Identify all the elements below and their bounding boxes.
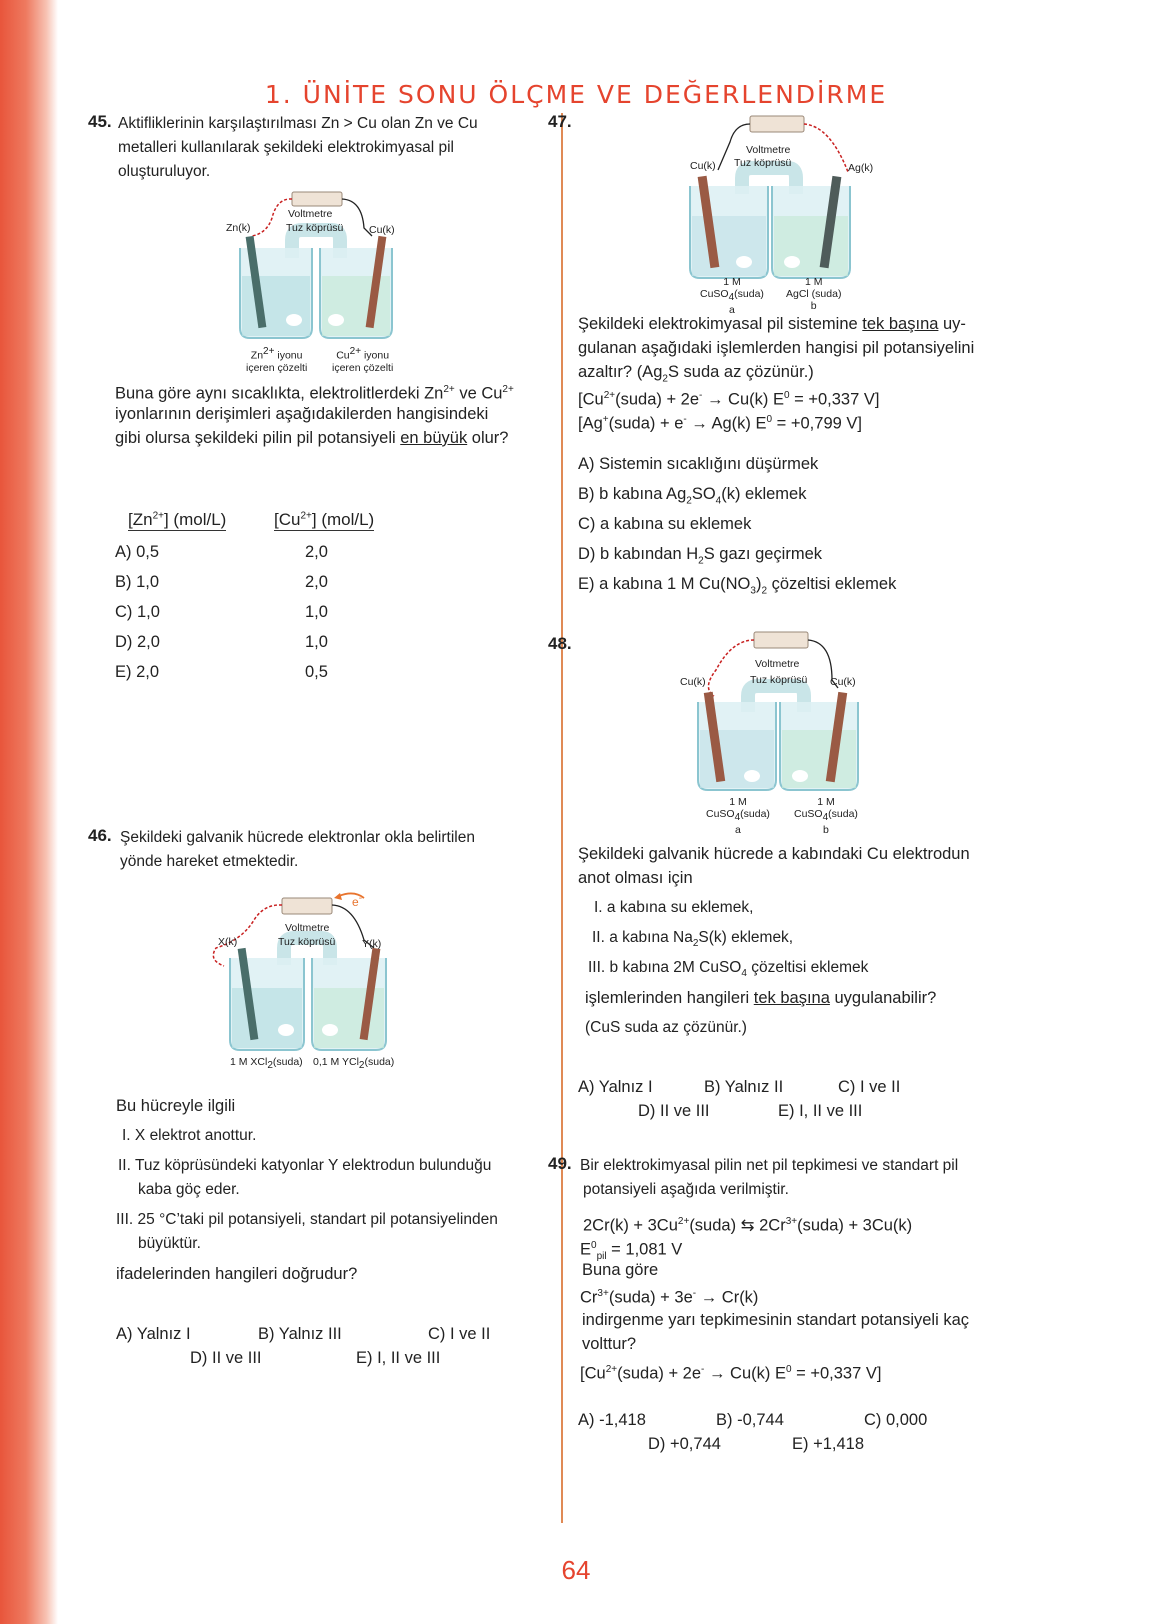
q47-right-electrode-label: Ag(k)	[848, 162, 874, 174]
q49-net-reaction: $2Cr(k) + 3Cu^{2+}(suda)$ ⇆ $2Cr^{3+}(suda) + 3Cu(k)$	[583, 1216, 913, 1235]
q48-question-line-2: anot olması için	[578, 869, 693, 887]
q46-statement-2a: II. Tuz köprüsündeki katyonlar Y elektrodun bulunduğu	[118, 1157, 492, 1174]
voltmeter-icon	[292, 192, 342, 206]
q47-option-d[interactable]: D) b kabından $H_2S$ gazı geçirmek	[578, 545, 823, 567]
q46-salt-bridge-label: Tuz köprüsü	[278, 936, 336, 948]
q49-option-d[interactable]: D) +0,744	[648, 1435, 721, 1453]
page-number: 64	[561, 1555, 591, 1585]
q45-question-line-3: gibi olursa şekildeki pilin pil potansiyeli en büyük olur?	[115, 429, 509, 447]
q46-option-c[interactable]: C) I ve II	[428, 1325, 491, 1343]
q47-solution-b-label: 1 M AgCl (suda) b	[786, 276, 842, 312]
q49-cell-potential: $E^0_{pil} = 1,081$ V	[580, 1240, 683, 1262]
q47-galvanic-cell-figure	[680, 112, 880, 288]
q45-cu-column-header: $[Cu^{2+}]$ (mol/L)	[274, 510, 375, 529]
question-48-number: 48.	[548, 634, 572, 653]
q48-solution-b-label: 1 M CuSO$_4$(suda) b	[794, 796, 858, 837]
q45-zn-column-header: $[Zn^{2+}]$ (mol/L)	[128, 510, 227, 529]
q45-left-electrode-label: Zn(k)	[226, 222, 251, 234]
page-title: 1. ÜNİTE SONU ÖLÇME VE DEĞERLENDİRME	[264, 80, 888, 109]
q45-voltmeter-label: Voltmetre	[288, 208, 333, 220]
voltmeter-icon	[282, 898, 332, 914]
q47-question-line-2: gulanan aşağıdaki işlemlerden hangisi pil potansiyelini	[578, 339, 975, 357]
q45-option-c[interactable]: C) 1,0	[115, 603, 160, 621]
equilibrium-arrows-icon: ⇆	[736, 1216, 755, 1235]
voltmeter-icon	[754, 632, 808, 648]
q48-salt-bridge-label: Tuz köprüsü	[750, 674, 808, 686]
q46-left-electrode-label: X(k)	[218, 936, 238, 948]
q48-question-line-3: işlemlerinden hangileri tek başına uygulanabilir?	[585, 989, 937, 1007]
q45-question-line-2: iyonlarının derişimleri aşağıdakilerden hangisindeki	[115, 405, 489, 423]
q46-voltmeter-label: Voltmetre	[285, 922, 330, 934]
page-edge-stripe	[0, 0, 58, 1624]
question-45-number: 45.	[88, 112, 112, 131]
q46-option-b[interactable]: B) Yalnız III	[258, 1325, 342, 1343]
q45-left-solution-label: $Zn^{2+}$ iyonu içeren çözelti	[246, 346, 308, 374]
q46-statement-2b: kaba göç eder.	[138, 1181, 240, 1198]
q47-option-b[interactable]: B) b kabına $Ag_2SO_4(k)$ eklemek	[578, 485, 807, 507]
q48-question-line-1: Şekildeki galvanik hücrede a kabındaki Cu elektrodun	[578, 845, 970, 863]
q48-left-electrode-label: Cu(k)	[680, 676, 706, 688]
q48-voltmeter-label: Voltmetre	[755, 658, 800, 670]
q47-option-c[interactable]: C) a kabına su eklemek	[578, 515, 752, 533]
voltmeter-icon	[750, 116, 804, 132]
q45-intro-1: Aktifliklerinin karşılaştırılması Zn > Cu olan Zn ve Cu	[118, 115, 478, 132]
q46-statement-3b: büyüktür.	[138, 1235, 201, 1252]
q49-intro-2: potansiyeli aşağıda verilmiştir.	[583, 1181, 789, 1198]
q49-intro-1: Bir elektrokimyasal pilin net pil tepkimesi ve standart pil	[580, 1157, 959, 1174]
q48-statement-1: I. a kabına su eklemek,	[594, 899, 754, 916]
q49-option-e[interactable]: E) +1,418	[792, 1435, 865, 1453]
q45-option-d[interactable]: D) 2,0	[115, 633, 160, 651]
question-47-number: 47.	[548, 112, 572, 131]
q49-option-b[interactable]: B) -0,744	[716, 1411, 784, 1429]
question-49-number: 49.	[548, 1154, 572, 1173]
q48-option-a[interactable]: A) Yalnız I	[578, 1078, 653, 1096]
q47-solution-a-label: 1 M CuSO$_4$(suda) a	[700, 276, 764, 317]
q48-option-b[interactable]: B) Yalnız II	[704, 1078, 784, 1096]
q46-question: ifadelerinden hangileri doğrudur?	[116, 1265, 358, 1283]
q45-option-e[interactable]: E) 2,0	[115, 663, 160, 681]
q47-question-line-1: Şekildeki elektrokimyasal pil sistemine tek başına uy-	[578, 315, 966, 333]
question-46-number: 46.	[88, 826, 112, 845]
q46-right-electrode-label: Y(k)	[362, 938, 382, 950]
q49-half-reaction: $Cr^{3+}(suda) + 3e^- \to Cr(k)$	[580, 1288, 759, 1307]
q46-lead: Bu hücreyle ilgili	[116, 1097, 236, 1115]
q46-intro-1: Şekildeki galvanik hücrede elektronlar okla belirtilen	[120, 829, 475, 846]
q45-question-line-1: Buna göre aynı sıcaklıkta, elektrolitlerdeki $Zn^{2+}$ ve $Cu^{2+}$	[115, 384, 514, 403]
q45-option-a-cu: 2,0	[305, 543, 328, 561]
q46-electron-label: e-	[352, 893, 363, 909]
q48-note: (CuS suda az çözünür.)	[585, 1019, 747, 1036]
q47-option-a[interactable]: A) Sistemin sıcaklığını düşürmek	[578, 455, 819, 473]
q49-reference: [$Cu^{2+}(suda) + 2e^- \to Cu(k) E^0 = +0,337$ V]	[580, 1364, 882, 1383]
q48-option-e[interactable]: E) I, II ve III	[778, 1102, 863, 1120]
q46-statement-3a: III. 25 °C’taki pil potansiyeli, standart pil potansiyelinden	[116, 1211, 498, 1228]
q46-right-solution-label: 0,1 M YCl$_2$(suda)	[313, 1056, 395, 1072]
q45-option-b-cu: 2,0	[305, 573, 328, 591]
q48-galvanic-cell-figure	[692, 630, 868, 794]
q45-intro-2: metalleri kullanılarak şekildeki elektrokimyasal pil	[118, 139, 454, 156]
q45-option-e-cu: 0,5	[305, 663, 328, 681]
column-divider	[561, 113, 563, 1523]
q48-right-electrode-label: Cu(k)	[830, 676, 856, 688]
q48-statement-3: III. b kabına 2M CuSO$_4$ çözeltisi eklemek	[588, 959, 869, 980]
q49-buna-gore: Buna göre	[582, 1261, 659, 1279]
q46-option-a[interactable]: A) Yalnız I	[116, 1325, 191, 1343]
q47-ref-cu: [$Cu^{2+}(suda) + 2e^- \to Cu(k) E^0 = +0,337$ V]	[578, 390, 880, 409]
q46-option-e[interactable]: E) I, II ve III	[356, 1349, 441, 1367]
q49-ask-line-1: indirgenme yarı tepkimesinin standart potansiyeli kaç	[582, 1311, 970, 1329]
q49-option-a[interactable]: A) -1,418	[578, 1411, 646, 1429]
q47-salt-bridge-label: Tuz köprüsü	[734, 157, 792, 169]
q46-option-d[interactable]: D) II ve III	[190, 1349, 262, 1367]
q46-intro-2: yönde hareket etmektedir.	[120, 853, 299, 870]
q45-right-electrode-label: Cu(k)	[369, 224, 395, 236]
q47-question-line-3: azaltır? ($Ag_2S$ suda az çözünür.)	[578, 363, 814, 385]
q48-solution-a-label: 1 M CuSO$_4$(suda) a	[706, 796, 770, 837]
q45-salt-bridge-label: Tuz köprüsü	[286, 222, 344, 234]
q46-galvanic-cell-figure	[204, 890, 394, 1058]
q49-option-c[interactable]: C) 0,000	[864, 1411, 928, 1429]
q45-option-a[interactable]: A) 0,5	[115, 543, 160, 561]
q47-voltmeter-label: Voltmetre	[746, 144, 791, 156]
q46-left-solution-label: 1 M XCl$_2$(suda)	[230, 1056, 303, 1072]
q48-option-c[interactable]: C) I ve II	[838, 1078, 901, 1096]
q49-ask-line-2: volttur?	[582, 1335, 637, 1353]
q45-intro-3: oluşturuluyor.	[118, 163, 211, 180]
q47-left-electrode-label: Cu(k)	[690, 160, 716, 172]
q48-option-d[interactable]: D) II ve III	[638, 1102, 710, 1120]
q47-ref-ag: [Ag+(suda) + e- → Ag(k) $E^0 = +0,799$ V]	[578, 414, 862, 433]
q45-right-solution-label: $Cu^{2+}$ iyonu içeren çözelti	[332, 346, 394, 374]
q46-statement-1: I. X elektrot anottur.	[122, 1127, 257, 1144]
q48-statement-2: II. a kabına $Na_2S(k)$ eklemek,	[592, 929, 794, 950]
q45-option-d-cu: 1,0	[305, 633, 328, 651]
q45-option-c-cu: 1,0	[305, 603, 328, 621]
q45-option-b[interactable]: B) 1,0	[115, 573, 160, 591]
q47-option-e[interactable]: E) a kabına 1 M $Cu(NO_3)_2$ çözeltisi eklemek	[578, 575, 897, 597]
